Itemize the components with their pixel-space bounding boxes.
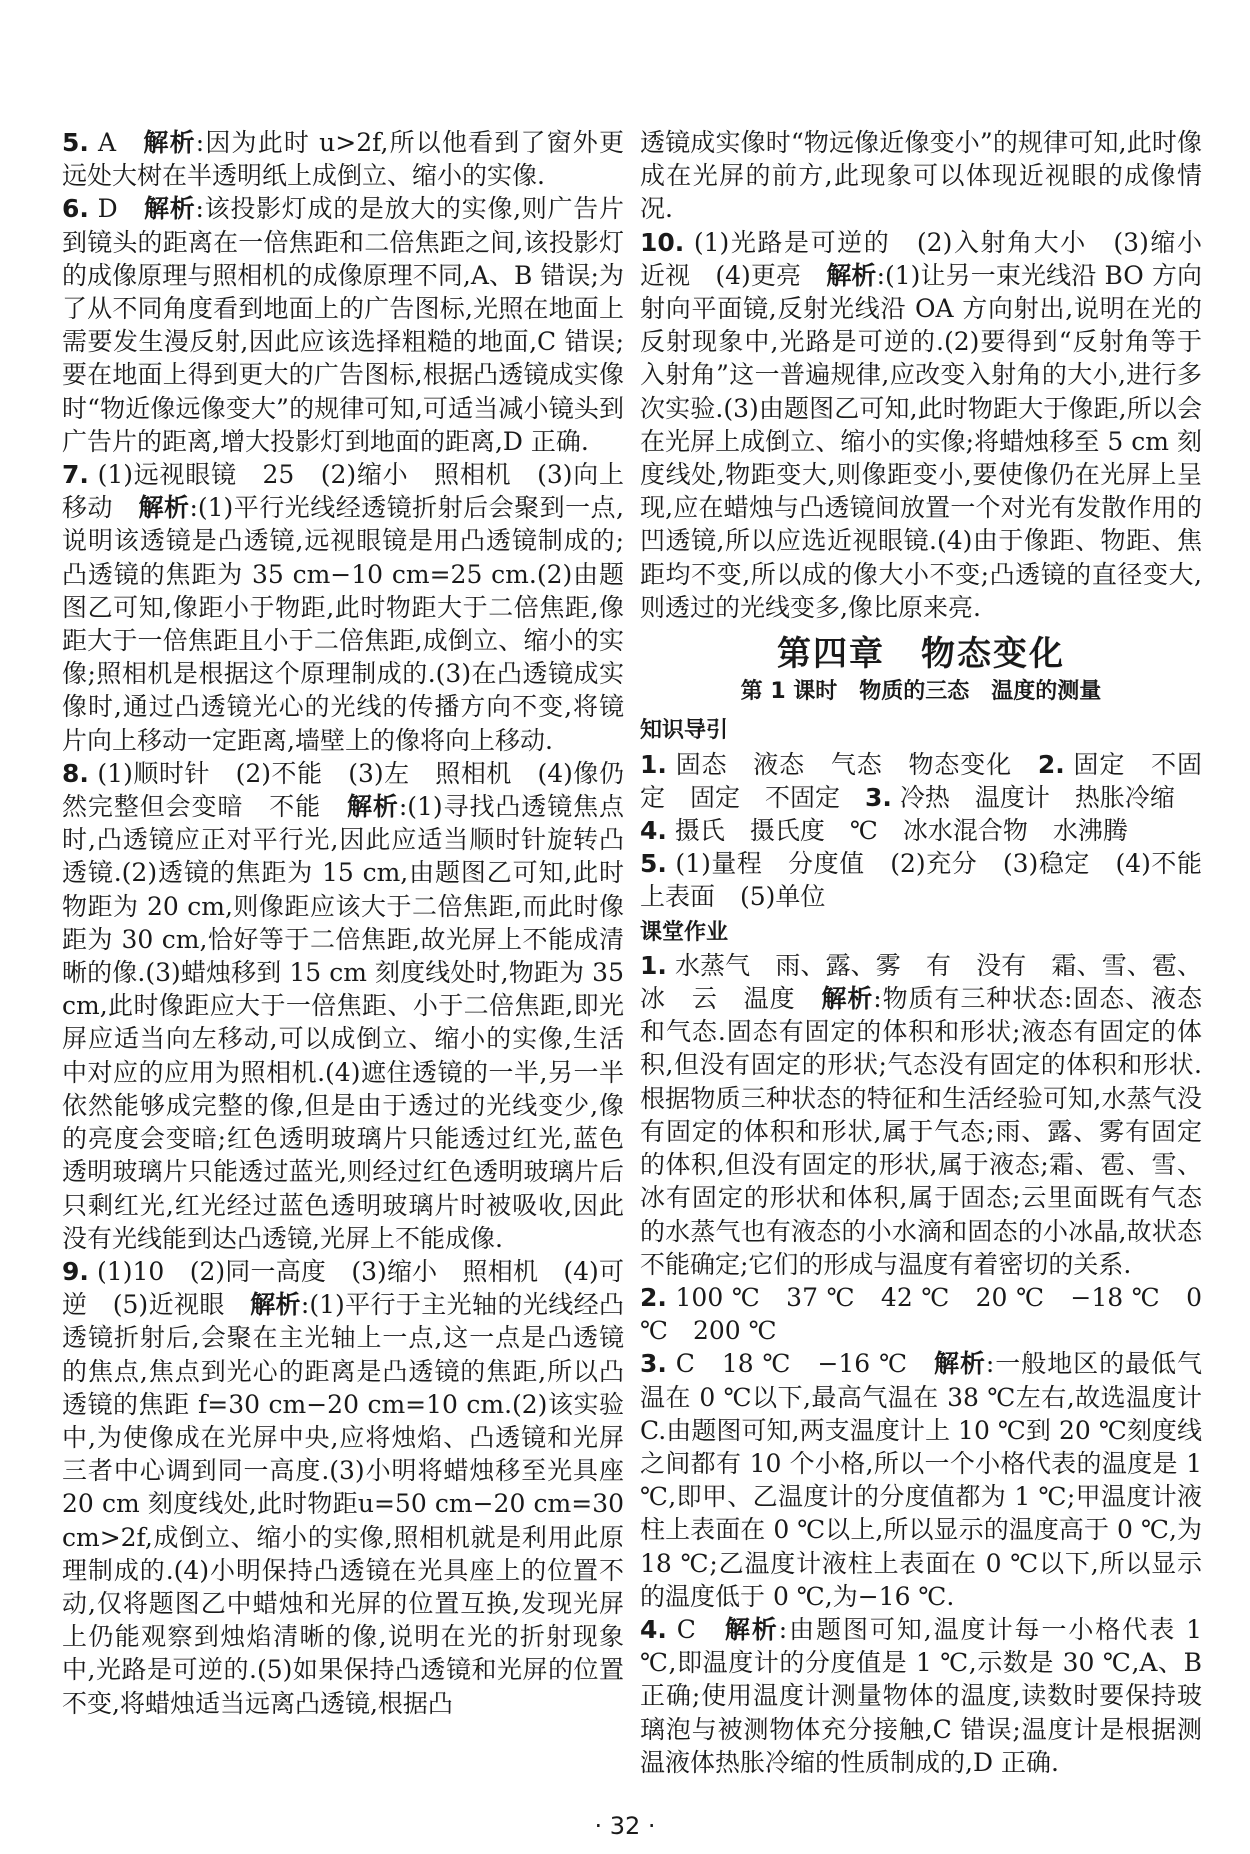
classwork-item-4: 4. C 解析:由题图可知,温度计每一小格代表 1 ℃,即温度计的分度值是 1 ℃,示数是 30 ℃,A、B 正确;使用温度计测量物体的温度,读数时要保持玻璃泡与被测物体充分接触,C 错误;温度计是根据测温液体热胀冷缩的性质制成的,D 正确. <box>640 1614 1202 1777</box>
answer-item-10: 10. (1)光路是可逆的 (2)入射角大小 (3)缩小 近视 (4)更亮 解析:(1)让另一束光线沿 BO 方向射向平面镜,反射光线沿 OA 方向射出,说明在光的反射现象中,光路是可逆的.(2)要得到“反射角等于入射角”这一普遍规律,应改变入射角的大小,进行多次实验.(3)由题图乙可知,此时物距大于像距,所以会在光屏上成倒立、缩小的实像;将蜡烛移至 5 cm 刻度线处,物距变大,则像距变小,要使像仍在光屏上呈现,应在蜡烛与凸透镜间放置一个对光有发散作用的凹透镜,所以应选近视眼镜.(4)由于像距、物距、焦距均不变,所以成的像大小不变;凸透镜的直径变大,则透过的光线变多,像比原来亮. <box>640 227 1228 622</box>
classwork-item-1: 1. 水蒸气 雨、露、雾 有 没有 霜、雪、雹、冰 云 温度 解析:物质有三种状态:固态、液态和气态.固态有固定的体积和形状;液态有固定的体积,但没有固定的形状;气态没有固定的体积和形状.根据物质三种状态的特征和生活经验可知,水蒸气没有固定的体积和形状,属于气态;雨、露、雾有固定的体积,但没有固定的形状,属于液态;霜、雹、雪、冰有固定的形状和体积,属于固态;云里面既有气态的水蒸气也有液态的小水滴和固态的小冰晶,故状态不能确定;它们的形成与温度有着密切的关系. <box>640 950 1202 1279</box>
knowledge-item-4: 4. 摄氏 摄氏度 ℃ 冰水混合物 水沸腾 <box>640 816 1128 846</box>
classwork-item-2: 2. 100 ℃ 37 ℃ 42 ℃ 20 ℃ −18 ℃ 0 ℃ 200 ℃ <box>640 1282 1202 1346</box>
knowledge-items-1-3: 1. 固态 液态 气态 物态变化 2. 固定 不固定 固定 不固定 3. 冷热 温度计 热胀冷缩 <box>640 749 1203 812</box>
classwork-item-3: 3. C 18 ℃ −16 ℃ 解析:一般地区的最低气温在 0 ℃以下,最高气温在 38 ℃左右,故选温度计 C.由题图可知,两支温度计上 10 ℃到 20 ℃刻度线之间都有 10 个小格,所以一个小格代表的温度是 1 ℃,即甲、乙温度计的分度值都为 1 ℃;甲温度计液柱上表面在 0 ℃以上,所以显示的温度高于 0 ℃,为 18 ℃;乙温度计液柱上表面在 0 ℃以下,所以显示的温度低于 0 ℃,为−16 ℃. <box>640 1349 1202 1611</box>
section-title-classwork: 课堂作业 <box>640 919 729 945</box>
answer-item-7: 7. (1)远视眼镜 25 (2)缩小 照相机 (3)向上移动 解析:(1)平行光线经透镜折射后会聚到一点,说明该透镜是凸透镜,远视眼镜是用凸透镜制成的;凸透镜的焦距为 35 cm−10 cm=25 cm.(2)由题图乙可知,像距小于物距,此时物距大于二倍焦距,像距大于一倍焦距且小于二倍焦距,成倒立、缩小的实像;照相机是根据这个原理制成的.(3)在凸透镜成实像时,通过凸透镜光心的光线的传播方向不变,将镜片向上移动一定距离,墙壁上的像将向上移动. <box>62 460 624 755</box>
knowledge-item-5: 5. (1)量程 分度值 (2)充分 (3)稳定 (4)不能上表面 (5)单位 <box>640 849 1202 912</box>
right-column <box>640 126 1228 1779</box>
section-title-knowledge-guide: 知识导引 <box>640 718 729 744</box>
answer-item-5: 5. A 解析:因为此时 u>2f,所以他看到了窗外更远处大树在半透明纸上成倒立、缩小的实像. <box>62 128 624 191</box>
lesson-title: 第 1 课时 物质的三态 温度的测量 <box>740 679 1102 705</box>
answer-item-9: 9. (1)10 (2)同一高度 (3)缩小 照相机 (4)可逆 (5)近视眼 解析:(1)平行于主光轴的光线经凸透镜折射后,会聚在主光轴上一点,这一点是凸透镜的焦点,焦点到光心的距离是凸透镜的焦距,所以凸透镜的焦距 f=30 cm−20 cm=10 cm.(2)该实验中,为使像成在光屏中央,应将烛焰、凸透镜和光屏三者中心调到同一高度.(3)小明将蜡烛移至光具座 20 cm 刻度线处,此时物距u=50 cm−20 cm=30 cm>2f,成倒立、缩小的实像,照相机就是利用此原理制成的.(4)小明保持凸透镜在光具座上的位置不动,仅将题图乙中蜡烛和光屏的位置互换,发现光屏上仍能观察到烛焰清晰的像,说明在光的折射现象中,光路是可逆的.(5)如果保持凸透镜和光屏的位置不变,将蜡烛适当远离凸透镜,根据凸 <box>62 1256 624 1718</box>
page-number: · 32 · <box>594 1812 656 1840</box>
answer-item-9-continued: 透镜成实像时“物远像近像变小”的规律可知,此时像成在光屏的前方,此现象可以体现近视眼的成像情况. <box>640 128 1202 224</box>
chapter-title: 第四章 物态变化 <box>777 634 1065 675</box>
answer-item-8: 8. (1)顺时针 (2)不能 (3)左 照相机 (4)像仍然完整但会变暗 不能 解析:(1)寻找凸透镜焦点时,凸透镜应正对平行光,因此应适当顺时针旋转凸透镜.(2)透镜的焦距为 15 cm,由题图乙可知,此时物距为 20 cm,则像距应该大于二倍焦距,而此时像距为 30 cm,恰好等于二倍焦距,故光屏上不能成清晰的像.(3)蜡烛移到 15 cm 刻度线处时,物距为 35 cm,此时像距应大于一倍焦距、小于二倍焦距,即光屏应适当向左移动,可以成倒立、缩小的实像,生活中对应的应用为照相机.(4)遮住透镜的一半,另一半依然能够成完整的像,但是由于透过的光线变少,像的亮度会变暗;红色透明玻璃片只能透过红光,蓝色透明玻璃片只能透过蓝光,则经过红色透明玻璃片后只剩红光,红光经过蓝色透明玻璃片时被吸收,因此没有光线能到达凸透镜,光屏上不能成像. <box>62 758 624 1253</box>
answer-item-6: 6. D 解析:该投影灯成的是放大的实像,则广告片到镜头的距离在一倍焦距和二倍焦距之间,该投影灯的成像原理与照相机的成像原理不同,A、B 错误;为了从不同角度看到地面上的广告图标,光照在地面上需要发生漫反射,因此应该选择粗糙的地面,C 错误;要在地面上得到更大的广告图标,根据凸透镜成实像时“物近像远像变大”的规律可知,可适当减小镜头到广告片的距离,增大投影灯到地面的距离,D 正确. <box>62 194 624 456</box>
left-column <box>62 126 624 1720</box>
